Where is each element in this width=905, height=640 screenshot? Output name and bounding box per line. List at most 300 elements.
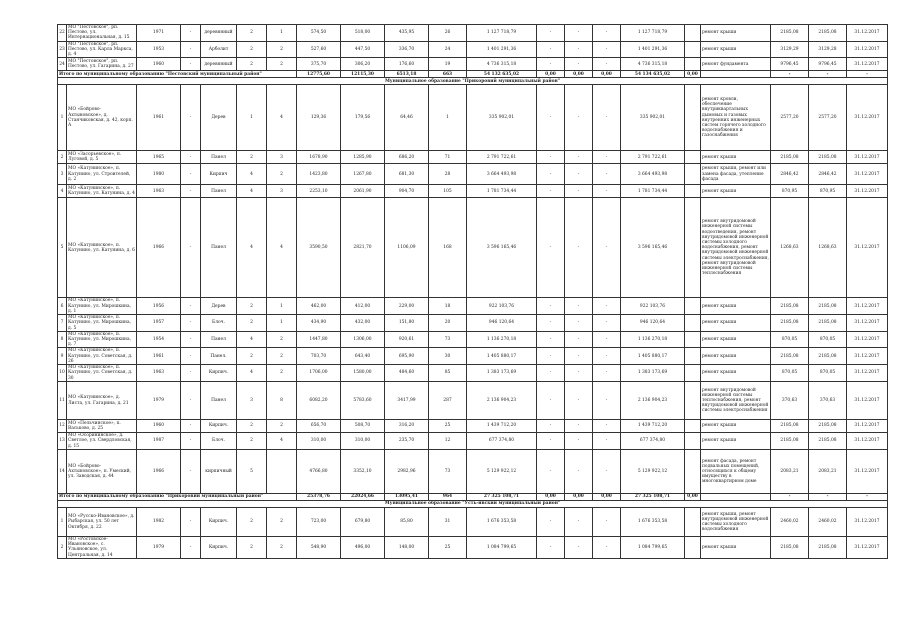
cell-d1: - [537, 433, 565, 450]
cell-u1: 2185,08 [771, 433, 809, 450]
cell-n: 24 [58, 58, 67, 71]
cell-work: ремонт крыши [701, 433, 771, 450]
cell-d2: - [565, 198, 593, 298]
cell-n: 4 [58, 185, 67, 198]
cell-mat: Панел [201, 382, 237, 420]
cell-u2: 2185,08 [809, 348, 847, 365]
cell-ppl: 12 [429, 433, 467, 450]
cell-work: ремонт крыши [701, 151, 771, 164]
cell-d1: - [537, 508, 565, 537]
cell-c3: - [181, 365, 201, 382]
cell-d1: - [537, 198, 565, 298]
cell-n: 13 [58, 433, 67, 450]
cell-d1: - [537, 365, 565, 382]
cell-a2: 518,00 [341, 25, 385, 42]
cell-d1: - [537, 537, 565, 559]
cell-u1: 2460,02 [771, 508, 809, 537]
cell-mat: Панел [201, 331, 237, 348]
cell-year: 1987 [137, 433, 181, 450]
cell-u2: 870,05 [809, 331, 847, 348]
cell-c3: - [181, 420, 201, 433]
cell-fl: 2 [237, 151, 267, 164]
cell-a1: 4766,80 [297, 450, 341, 494]
cell-c3: - [181, 58, 201, 71]
cell-d2: - [565, 41, 593, 58]
cell-addr: МО «Катунинское», п. Катунино, ул. Строителей, д. 2 [67, 164, 137, 185]
cell-dl: 31.12.2017 [847, 58, 888, 71]
cell-n: 23 [58, 41, 67, 58]
cell-d3: - [593, 185, 621, 198]
total-a1: 12775,60 [297, 71, 341, 78]
total-d3: 0,00 [593, 71, 621, 78]
cell-addr: МО «Катунинское», п. Катунино, ул. Катунина, д. 4 [68, 186, 135, 197]
cell-tot: 1 084 799,65 [621, 537, 685, 559]
cell-fl: 2 [237, 420, 267, 433]
cell-cost: 922 103,76 [467, 298, 537, 315]
cell-d3: - [593, 508, 621, 537]
cell-a2: 1285,90 [341, 151, 385, 164]
cell-u1: 2185,08 [771, 537, 809, 559]
cell-c3: - [181, 382, 201, 420]
cell-u1: 2083,21 [771, 450, 809, 494]
cell-d2: - [565, 433, 593, 450]
cell-c3: - [181, 185, 201, 198]
cell-fl: 2 [237, 58, 267, 71]
cell-addr: МО «Русско-Ивановское», д. Рыбарская, ул. 50 лет Октября, д. 22 [67, 508, 137, 537]
total-label: Итого по муниципальному образованию "Пестовский муниципальный район" [58, 71, 297, 78]
cell-d3: - [593, 298, 621, 315]
cell-ppl: 1 [429, 85, 467, 151]
cell-tot: 1 383 173,69 [621, 365, 685, 382]
cell-a3: 686,20 [385, 151, 429, 164]
cell-d3: - [593, 382, 621, 420]
total-u1: - [771, 494, 809, 501]
cell-a3: 920,61 [385, 331, 429, 348]
cell-d3: - [593, 41, 621, 58]
cell-mat: Блоч. [201, 433, 237, 450]
cell-d2: - [565, 85, 593, 151]
cell-a2: 1580,00 [341, 365, 385, 382]
cell-d2: - [565, 164, 593, 185]
cell-d1: - [537, 151, 565, 164]
document-sheet [57, 24, 880, 559]
cell-u2: 1268,63 [809, 198, 847, 298]
cell-a3: 316,20 [385, 420, 429, 433]
cell-u1: 2577,20 [771, 85, 809, 151]
cell-a2: 679,80 [341, 508, 385, 537]
cell-d3: - [593, 420, 621, 433]
cell-u1: 3129,29 [771, 41, 809, 58]
cell-tot: 1 439 712,20 [621, 420, 685, 433]
cell-addr: МО «Пельчинское», п. Васьково, д. 25 [67, 420, 137, 433]
cell-work: ремонт крыши [701, 298, 771, 315]
cell-d1: - [537, 450, 565, 494]
cell-work: ремонт фасада, ремонт подвальных помещений, относящихся к общему имуществу в многоквартирном доме [701, 450, 771, 494]
cell-addr: МО "Пестовское", рп. Пестово, ул. Карла Маркса, д. 4 [67, 41, 137, 58]
cell-fl: 4 [237, 331, 267, 348]
cell-mat: Арболит [201, 41, 237, 58]
cell-ent: 3 [267, 151, 297, 164]
total-extra: 0,00 [685, 494, 701, 501]
cell-u2: 2460,02 [809, 508, 847, 537]
repair-program-table [57, 24, 888, 559]
cell-a1: 703,70 [297, 348, 341, 365]
cell-a3: 148,00 [385, 537, 429, 559]
cell-dl: 31.12.2017 [847, 382, 888, 420]
cell-work: ремонт внутридомовой инженерной системы водоотведения, ремонт внутридомовой инженерной системы холодного водоснабжения, ремонт внутридомовой инженерной системы электроснабжения, ремонт внутридомовой инженерной системы теплоснабжения [701, 198, 771, 298]
cell-n: 1 [58, 508, 67, 537]
cell-mat: Кирпич. [201, 420, 237, 433]
cell-ppl: 28 [429, 164, 467, 185]
cell-tot: 3 664 493,98 [621, 164, 685, 185]
cell-u2: 2185,08 [809, 433, 847, 450]
cell-year: 1963 [137, 365, 181, 382]
cell-u2: 2185,08 [809, 315, 847, 332]
cell-addr: МО «Катунинское», п. Катунино, ул. Советская, д. 30 [67, 365, 137, 382]
cell-ent: 2 [267, 331, 297, 348]
cell-extra [685, 365, 701, 382]
cell-a3: 681,30 [385, 164, 429, 185]
cell-d3: - [593, 25, 621, 42]
section-header-row [58, 501, 888, 508]
cell-a2: 2061,90 [341, 185, 385, 198]
cell-ppl: 30 [429, 348, 467, 365]
cell-mat: кирпичный [201, 450, 237, 494]
cell-d3: - [593, 198, 621, 298]
cell-d2: - [565, 298, 593, 315]
table-row [58, 185, 888, 198]
table-row [58, 331, 888, 348]
cell-d1: - [537, 58, 565, 71]
cell-cost: 335 902,01 [467, 85, 537, 151]
cell-d2: - [565, 365, 593, 382]
cell-c3: - [181, 151, 201, 164]
cell-dl: 31.12.2017 [847, 420, 888, 433]
cell-fl: 2 [237, 508, 267, 537]
table-row [58, 164, 888, 185]
cell-cost: 1 781 734,44 [467, 185, 537, 198]
cell-year: 1982 [137, 508, 181, 537]
cell-c3: - [181, 164, 201, 185]
cell-a3: 484,60 [385, 365, 429, 382]
cell-ppl: 25 [429, 537, 467, 559]
cell-c3: - [181, 508, 201, 537]
cell-c3: - [181, 433, 201, 450]
cell-addr: МО «Катунинское», п. Катунино, ул. Катунина, д. 6 [67, 198, 137, 298]
cell-extra [685, 450, 701, 494]
cell-ent: 3 [267, 185, 297, 198]
total-cost: 54 132 635,02 [467, 71, 537, 78]
cell-extra [685, 151, 701, 164]
cell-extra [685, 185, 701, 198]
cell-d3: - [593, 537, 621, 559]
cell-u1: 2185,08 [771, 25, 809, 42]
cell-ppl: 85 [429, 365, 467, 382]
cell-cost: 4 736 315,18 [467, 58, 537, 71]
cell-u1: 370,63 [771, 382, 809, 420]
cell-a1: 375,70 [297, 58, 341, 71]
cell-fl: 2 [237, 537, 267, 559]
table-row [58, 298, 888, 315]
cell-u2: 9796,45 [809, 58, 847, 71]
total-label: Итого по муниципальному образованию "Прикоровий муниципальный район" [58, 494, 297, 501]
cell-dl: 31.12.2017 [847, 537, 888, 559]
cell-dl: 31.12.2017 [847, 298, 888, 315]
cell-year: 1960 [137, 58, 181, 71]
total-tot: 54 134 635,02 [621, 71, 685, 78]
cell-ent: 2 [267, 508, 297, 537]
cell-d3: - [593, 450, 621, 494]
cell-fl: 2 [237, 348, 267, 365]
total-a1: 25378,76 [297, 494, 341, 501]
total-extra: 0,00 [685, 71, 701, 78]
cell-year: 1979 [137, 382, 181, 420]
cell-a3: 2982,96 [385, 450, 429, 494]
cell-year: 1966 [137, 450, 181, 494]
total-d1: 0,00 [537, 71, 565, 78]
cell-cost: 1 136 270,18 [467, 331, 537, 348]
cell-mat: Дерев [201, 85, 237, 151]
cell-extra [685, 164, 701, 185]
cell-tot: 1 401 291,36 [621, 41, 685, 58]
cell-tot: 4 736 315,18 [621, 58, 685, 71]
table-row [58, 508, 888, 537]
cell-tot: 3 596 165,46 [621, 198, 685, 298]
cell-work: ремонт крыши [701, 41, 771, 58]
cell-d2: - [565, 450, 593, 494]
cell-n: 5 [58, 198, 67, 298]
cell-fl: 4 [237, 164, 267, 185]
cell-n: 2 [58, 537, 67, 559]
cell-d2: - [565, 25, 593, 42]
cell-d3: - [593, 315, 621, 332]
cell-mat: Дерев [201, 298, 237, 315]
cell-d1: - [537, 85, 565, 151]
cell-d1: - [537, 41, 565, 58]
table-row [58, 365, 888, 382]
total-d3: 0,00 [593, 494, 621, 501]
cell-c3: - [181, 315, 201, 332]
cell-tot: 5 129 922,12 [621, 450, 685, 494]
cell-d3: - [593, 151, 621, 164]
cell-ent: 1 [267, 298, 297, 315]
cell-a3: 695,90 [385, 348, 429, 365]
cell-d1: - [537, 348, 565, 365]
total-u2: - [809, 71, 847, 78]
cell-n: 11 [58, 382, 67, 420]
cell-n: 12 [58, 420, 67, 433]
cell-n: 2 [58, 151, 67, 164]
cell-dl: 31.12.2017 [847, 450, 888, 494]
cell-dl: 31.12.2017 [847, 433, 888, 450]
cell-a1: 527,60 [297, 41, 341, 58]
cell-a1: 723,00 [297, 508, 341, 537]
cell-extra [685, 41, 701, 58]
cell-a2: 310,00 [341, 433, 385, 450]
cell-a1: 2253,10 [297, 185, 341, 198]
cell-c3: - [181, 41, 201, 58]
cell-cost: 5 129 922,12 [467, 450, 537, 494]
cell-a2: 179,56 [341, 85, 385, 151]
cell-work: ремонт фундамента [701, 58, 771, 71]
cell-n: 9 [58, 348, 67, 365]
cell-work: ремонт крыши [701, 331, 771, 348]
cell-dl: 31.12.2017 [847, 164, 888, 185]
cell-cost: 2 136 904,23 [467, 382, 537, 420]
cell-d3: - [593, 365, 621, 382]
table-row [58, 315, 888, 332]
table-row [58, 25, 888, 42]
section-title: Муниципальное образование "Прикоровий муниципальный район" [58, 78, 888, 85]
table-row [58, 537, 888, 559]
cell-d1: - [537, 382, 565, 420]
cell-cost: 1 383 173,69 [467, 365, 537, 382]
cell-addr: МО «Катунинское», п. Катунино, ул. Советская, д. 26 [67, 348, 137, 365]
cell-a2: 1267,80 [341, 164, 385, 185]
cell-ppl: 31 [429, 508, 467, 537]
cell-d3: - [593, 85, 621, 151]
cell-a1: 1678,90 [297, 151, 341, 164]
cell-dl: 31.12.2017 [847, 85, 888, 151]
cell-mat: Панел [201, 185, 237, 198]
cell-d1: - [537, 185, 565, 198]
cell-work: ремонт внутридомовой инженерной системы теплоснабжения, ремонт внутридомовой инженерной системы электроснабжения [701, 382, 771, 420]
total-a2: 12115,30 [341, 71, 385, 78]
total-work [701, 494, 771, 501]
cell-d3: - [593, 331, 621, 348]
cell-fl: 4 [237, 365, 267, 382]
cell-u1: 870,05 [771, 365, 809, 382]
cell-fl: 2 [237, 25, 267, 42]
cell-extra [685, 508, 701, 537]
cell-tot: 1 136 270,18 [621, 331, 685, 348]
cell-tot: 2 136 904,23 [621, 382, 685, 420]
cell-extra [685, 420, 701, 433]
cell-year: 1953 [137, 41, 181, 58]
total-ppl: 663 [429, 71, 467, 78]
cell-extra [685, 298, 701, 315]
cell-ent: 2 [267, 537, 297, 559]
cell-u2: 870,95 [809, 185, 847, 198]
cell-dl: 31.12.2017 [847, 25, 888, 42]
cell-d2: - [565, 151, 593, 164]
cell-c3: - [181, 25, 201, 42]
cell-d1: - [537, 420, 565, 433]
cell-a2: 5783,60 [341, 382, 385, 420]
cell-cost: 3 664 493,98 [467, 164, 537, 185]
cell-d3: - [593, 348, 621, 365]
cell-ent: 4 [267, 433, 297, 450]
table-row [58, 198, 888, 298]
cell-work: ремонт крыши [701, 420, 771, 433]
cell-year: 1963 [137, 185, 181, 198]
cell-d1: - [537, 25, 565, 42]
cell-year: 1979 [137, 537, 181, 559]
cell-u2: 2185,08 [809, 420, 847, 433]
table-row [58, 151, 888, 164]
cell-addr: МО «Бойрово-Ахтыновское», п. Умеский, ул. Заводская, д. 44 [67, 450, 137, 494]
cell-work: ремонт крыши [701, 185, 771, 198]
cell-tot: 677 374,80 [621, 433, 685, 450]
cell-fl: 4 [237, 198, 267, 298]
total-row [58, 71, 888, 78]
cell-fl: 1 [237, 85, 267, 151]
cell-u2: 2185,08 [809, 537, 847, 559]
total-dl: - [847, 494, 888, 501]
cell-ppl: 73 [429, 331, 467, 348]
cell-d3: - [593, 164, 621, 185]
total-u2: - [809, 494, 847, 501]
cell-mat: Кирпич. [201, 365, 237, 382]
cell-d3: - [593, 58, 621, 71]
cell-a1: 656,70 [297, 420, 341, 433]
cell-ent: 2 [267, 365, 297, 382]
cell-n: 7 [58, 315, 67, 332]
section-header-row [58, 78, 888, 85]
cell-tot: 922 103,76 [621, 298, 685, 315]
cell-addr: МО «Катунинское», д. Листа, ул. Гагарина, д. 21 [67, 382, 137, 420]
cell-fl: 5 [237, 450, 267, 494]
cell-year: 1961 [137, 85, 181, 151]
cell-addr: МО «Осорининское», д. Светлое, ул. Свердловская, д. 15 [67, 433, 137, 450]
cell-cost: 946 120,64 [467, 315, 537, 332]
cell-n: 6 [58, 298, 67, 315]
cell-a3: 1106,09 [385, 198, 429, 298]
cell-addr: МО "Пестовское", рп. Пестово, ул. Гагарина, д. 27 [67, 58, 137, 71]
cell-mat: Панел [201, 151, 237, 164]
cell-u2: 2846,42 [809, 164, 847, 185]
cell-d2: - [565, 382, 593, 420]
cell-d2: - [565, 420, 593, 433]
cell-cost: 1 084 799,65 [467, 537, 537, 559]
cell-addr: МО "Пестовское", рп. Пестово, ул. Интернациональная, д. 15 [67, 25, 137, 42]
cell-a3: 229,00 [385, 298, 429, 315]
cell-year: 1957 [137, 315, 181, 332]
cell-dl: 31.12.2017 [847, 331, 888, 348]
cell-ent: 8 [267, 382, 297, 420]
cell-ent: 2 [267, 164, 297, 185]
cell-ent: 2 [267, 58, 297, 71]
cell-year: 1961 [137, 348, 181, 365]
cell-u1: 2185,08 [771, 315, 809, 332]
cell-ppl: 26 [429, 25, 467, 42]
cell-u2: 370,63 [809, 382, 847, 420]
cell-dl: 31.12.2017 [847, 151, 888, 164]
cell-a2: 432,00 [341, 315, 385, 332]
total-u1: - [771, 71, 809, 78]
cell-ent: 2 [267, 348, 297, 365]
cell-c3: - [181, 298, 201, 315]
cell-ent: 4 [267, 198, 297, 298]
cell-work: ремонт крыши [701, 348, 771, 365]
cell-work: ремонт кровли, обеспечение внутриквартальных дымовых и газовых внутренних инженерных систем горячего холодного водоснабжения и газоснабжения [701, 85, 771, 151]
cell-extra [685, 198, 701, 298]
cell-a3: 336,70 [385, 41, 429, 58]
cell-tot: 1 127 718,79 [621, 25, 685, 42]
total-row [58, 494, 888, 501]
cell-a1: 6082,20 [297, 382, 341, 420]
cell-a1: 1447,80 [297, 331, 341, 348]
cell-n: 10 [58, 365, 67, 382]
total-a3: 6513,18 [385, 71, 429, 78]
cell-a1: 3590,50 [297, 198, 341, 298]
cell-cost: 1 127 718,79 [467, 25, 537, 42]
cell-a1: 574,50 [297, 25, 341, 42]
cell-c3: - [181, 450, 201, 494]
cell-u1: 2185,08 [771, 348, 809, 365]
cell-u1: 2185,08 [771, 420, 809, 433]
total-d2: 0,00 [565, 71, 593, 78]
